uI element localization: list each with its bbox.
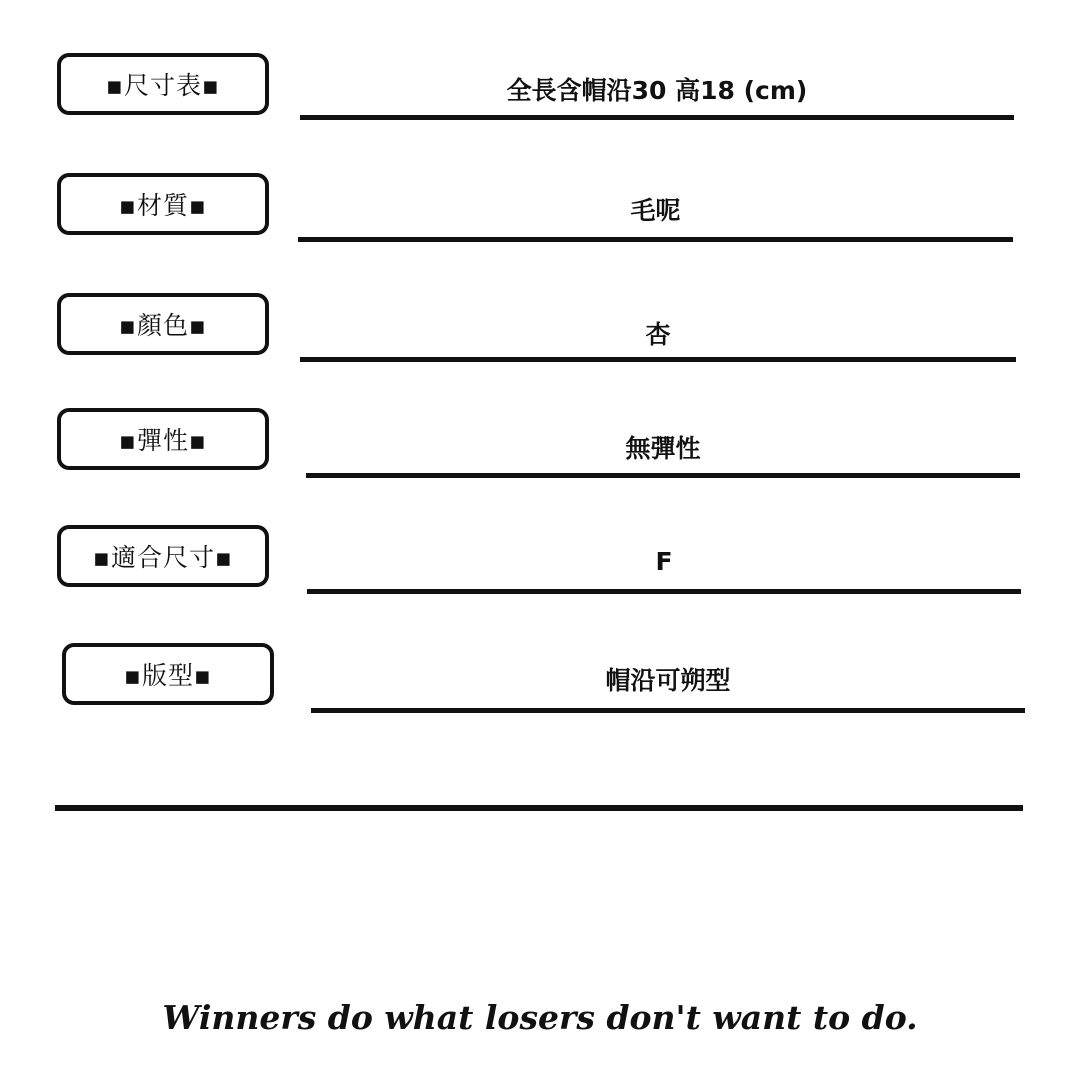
motto-text: Winners do what losers don't want to do. xyxy=(162,998,918,1037)
spec-underline xyxy=(298,237,1013,242)
spec-label-fit-size: ▪適合尺寸▪ xyxy=(57,525,269,587)
spec-value-fit-size: F xyxy=(655,547,673,576)
spec-value-cut: 帽沿可朔型 xyxy=(605,666,731,695)
spec-label-material: ▪材質▪ xyxy=(57,173,269,235)
spec-label-elasticity: ▪彈性▪ xyxy=(57,408,269,470)
spec-underline xyxy=(300,115,1014,120)
spec-label-cut: ▪版型▪ xyxy=(62,643,274,705)
spec-label-color: ▪顏色▪ xyxy=(57,293,269,355)
spec-label-size-chart: ▪尺寸表▪ xyxy=(57,53,269,115)
spec-row-elasticity xyxy=(0,405,1080,485)
spec-value-material: 毛呢 xyxy=(630,196,681,225)
spec-value-elasticity: 無彈性 xyxy=(625,434,701,463)
spec-row-material xyxy=(0,170,1080,250)
spec-row-color xyxy=(0,290,1080,370)
spec-row-cut xyxy=(0,640,1080,720)
spec-value-size-chart: 全長含帽沿30 高18 (cm) xyxy=(506,76,808,105)
spec-underline xyxy=(300,357,1016,362)
section-divider xyxy=(55,805,1023,811)
spec-row-size-chart xyxy=(0,50,1080,130)
spec-row-fit-size xyxy=(0,522,1080,602)
spec-underline xyxy=(311,708,1025,713)
spec-value-color: 杏 xyxy=(645,320,671,349)
spec-underline xyxy=(306,473,1020,478)
spec-underline xyxy=(307,589,1021,594)
